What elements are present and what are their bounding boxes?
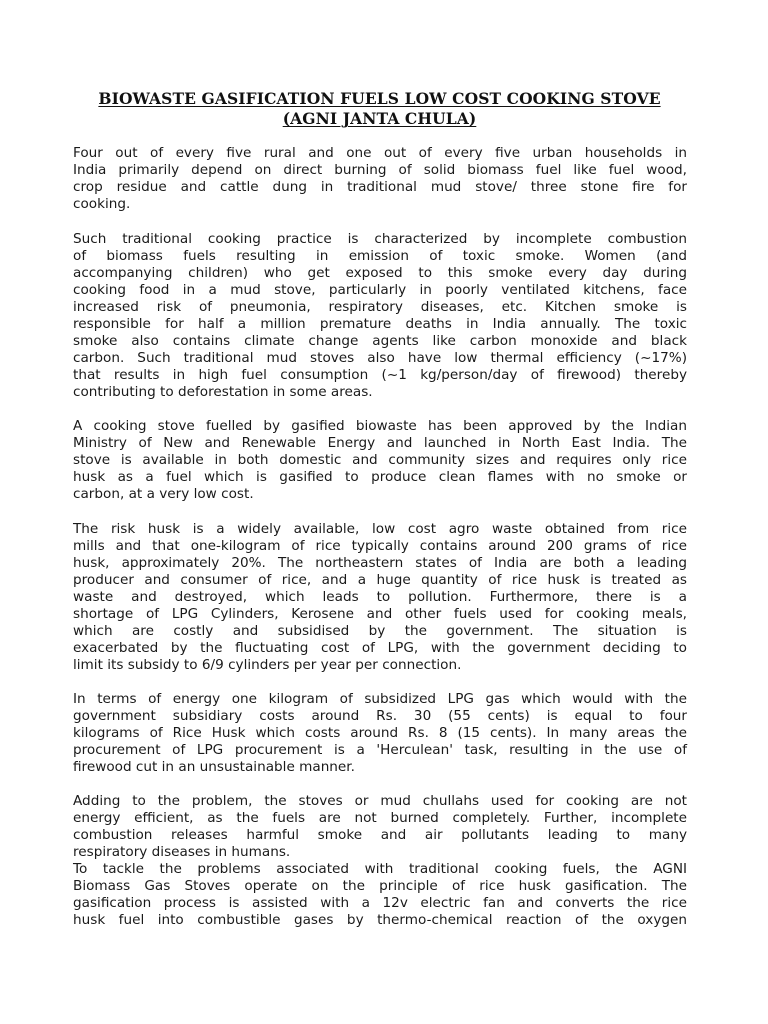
text-line: which are costly and subsidised by the government. The situation is bbox=[73, 623, 687, 639]
text-line: husk, approximately 20%. The northeastern states of India are both a leading bbox=[73, 555, 687, 571]
text-line: carbon, at a very low cost. bbox=[73, 486, 254, 502]
text-line: producer and consumer of rice, and a huge quantity of rice husk is treated as bbox=[73, 572, 687, 588]
text-line: husk fuel into combustible gases by thermo-chemical reaction of the oxygen bbox=[73, 912, 687, 928]
text-line: crop residue and cattle dung in traditional mud stove/ three stone fire for bbox=[73, 179, 687, 195]
text-line: firewood cut in an unsustainable manner. bbox=[73, 759, 355, 775]
paragraph-6 bbox=[73, 793, 687, 861]
text-line: kilograms of Rice Husk which costs around Rs. 8 (15 cents). In many areas the bbox=[73, 725, 687, 741]
text-line: India primarily depend on direct burning of solid biomass fuel like fuel wood, bbox=[73, 162, 687, 178]
paragraph-3 bbox=[73, 418, 687, 503]
text-line: Ministry of New and Renewable Energy and launched in North East India. The bbox=[73, 435, 687, 451]
document-title-line-1: BIOWASTE GASIFICATION FUELS LOW COST COOKING STOVE bbox=[98, 89, 661, 108]
text-line: stove is available in both domestic and community sizes and requires only rice bbox=[73, 452, 687, 468]
text-line: To tackle the problems associated with traditional cooking fuels, the AGNI bbox=[73, 861, 687, 877]
text-line: Biomass Gas Stoves operate on the principle of rice husk gasification. The bbox=[73, 878, 687, 894]
text-line: increased risk of pneumonia, respiratory diseases, etc. Kitchen smoke is bbox=[73, 299, 687, 315]
text-line: accompanying children) who get exposed to this smoke every day during bbox=[73, 265, 687, 281]
text-line: mills and that one-kilogram of rice typically contains around 200 grams of rice bbox=[73, 538, 687, 554]
paragraph-2 bbox=[73, 231, 687, 401]
paragraph-1 bbox=[73, 145, 687, 213]
text-line: cooking food in a mud stove, particularly in poorly ventilated kitchens, face bbox=[73, 282, 687, 298]
text-line: In terms of energy one kilogram of subsidized LPG gas which would with the bbox=[73, 691, 687, 707]
paragraph-5 bbox=[73, 691, 687, 776]
text-line: waste and destroyed, which leads to pollution. Furthermore, there is a bbox=[73, 589, 687, 605]
text-line: cooking. bbox=[73, 196, 131, 212]
text-line: Such traditional cooking practice is characterized by incomplete combustion bbox=[73, 231, 687, 247]
text-line: shortage of LPG Cylinders, Kerosene and other fuels used for cooking meals, bbox=[73, 606, 687, 622]
text-line: exacerbated by the fluctuating cost of LPG, with the government deciding to bbox=[73, 640, 687, 656]
text-line: procurement of LPG procurement is a 'Herculean' task, resulting in the use of bbox=[73, 742, 687, 758]
paragraph-4 bbox=[73, 521, 687, 674]
text-line: husk as a fuel which is gasified to produce clean flames with no smoke or bbox=[73, 469, 687, 485]
text-line: government subsidiary costs around Rs. 30 (55 cents) is equal to four bbox=[73, 708, 687, 724]
text-line: Adding to the problem, the stoves or mud chullahs used for cooking are not bbox=[73, 793, 687, 809]
text-line: A cooking stove fuelled by gasified biowaste has been approved by the Indian bbox=[73, 418, 687, 434]
text-line: contributing to deforestation in some areas. bbox=[73, 384, 373, 400]
text-line: smoke also contains climate change agents like carbon monoxide and black bbox=[73, 333, 687, 349]
text-line: that results in high fuel consumption (~1 kg/person/day of firewood) thereby bbox=[73, 367, 687, 383]
text-line: combustion releases harmful smoke and air pollutants leading to many bbox=[73, 827, 687, 843]
paragraph-7 bbox=[73, 861, 687, 929]
text-line: energy efficient, as the fuels are not burned completely. Further, incomplete bbox=[73, 810, 687, 826]
document-title-line-2: (AGNI JANTA CHULA) bbox=[282, 109, 477, 128]
text-line: limit its subsidy to 6/9 cylinders per year per connection. bbox=[73, 657, 462, 673]
text-line: carbon. Such traditional mud stoves also have low thermal efficiency (~17%) bbox=[73, 350, 687, 366]
text-line: responsible for half a million premature deaths in India annually. The toxic bbox=[73, 316, 687, 332]
text-line: Four out of every five rural and one out of every five urban households in bbox=[73, 145, 687, 161]
text-line: gasification process is assisted with a 12v electric fan and converts the rice bbox=[73, 895, 687, 911]
text-line: The risk husk is a widely available, low cost agro waste obtained from rice bbox=[73, 521, 687, 537]
text-line: respiratory diseases in humans. bbox=[73, 844, 291, 860]
text-line: of biomass fuels resulting in emission of toxic smoke. Women (and bbox=[73, 248, 687, 264]
